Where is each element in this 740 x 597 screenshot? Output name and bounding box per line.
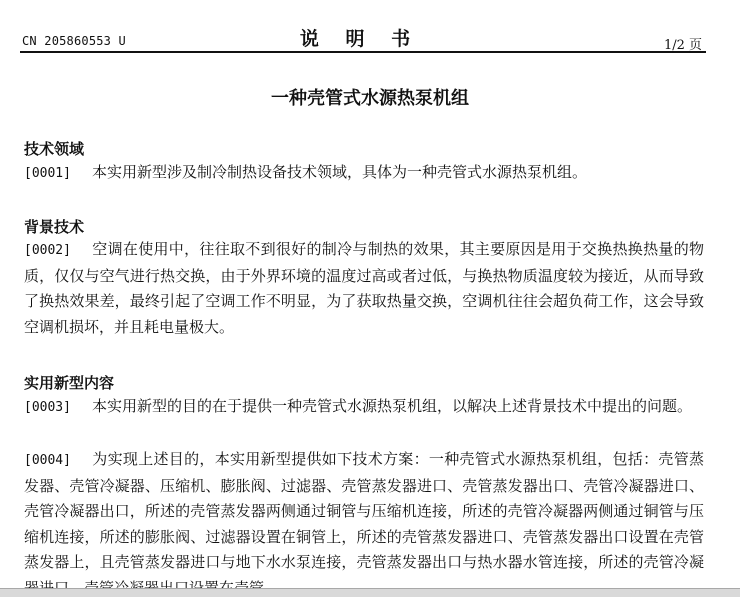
document-title: 一种壳管式水源热泵机组 bbox=[271, 88, 469, 109]
paragraph-number: [0003] bbox=[24, 400, 71, 415]
paragraph-number: [0004] bbox=[24, 453, 71, 468]
taskbar-strip bbox=[0, 588, 740, 597]
page-indicator: 1/2 页 bbox=[663, 38, 702, 53]
section-heading-utility-content: 实用新型内容 bbox=[24, 374, 115, 392]
section-heading-background: 背景技术 bbox=[24, 218, 85, 236]
paragraph-number: [0001] bbox=[24, 166, 71, 181]
section-heading-technical-field: 技术领域 bbox=[24, 140, 85, 158]
patent-number: CN 205860553 U bbox=[22, 34, 126, 48]
paragraph-0004 bbox=[24, 447, 704, 597]
header-rule bbox=[20, 51, 706, 53]
paragraph-0001 bbox=[24, 160, 704, 187]
paragraph-0003 bbox=[24, 394, 704, 421]
document-type: 说 明 书 bbox=[299, 28, 421, 50]
paragraph-number: [0002] bbox=[24, 243, 71, 258]
paragraph-text: 空调在使用中，往往取不到很好的制冷与制热的效果，其主要原因是用于交换热换热量的物质，仅仅与空气进行热交换，由于外界环境的温度过高或者过低，与换热物质温度较为接近，从而导致了换热效果差，最终引起了空调工作不明显，为了获取热量交换，空调机往往会超负荷工作，这会导致空调机损坏，并且耗电量极大。 bbox=[24, 240, 704, 336]
paragraph-text: 为实现上述目的，本实用新型提供如下技术方案：一种壳管式水源热泵机组，包括：壳管蒸发器、壳管冷凝器、压缩机、膨胀阀、过滤器、壳管蒸发器进口、壳管蒸发器出口、壳管冷凝器进口、壳管冷凝器出口，所述的壳管蒸发器两侧通过铜管与压缩机连接，所述的壳管冷凝器两侧通过铜管与压缩机连接，所述的膨胀阀、过滤器设置在铜管上，所述的壳管蒸发器进口、壳管蒸发器出口设置在壳管蒸发器上，且壳管蒸发器进口与地下水水泵连接，壳管蒸发器出口与热水器水管连接，所述的壳管冷凝 bbox=[24, 450, 704, 572]
paragraph-text: 本实用新型涉及制冷制热设备技术领域，具体为一种壳管式水源热泵机组。 bbox=[92, 163, 588, 181]
paragraph-text: 本实用新型的目的在于提供一种壳管式水源热泵机组，以解决上述背景技术中提出的问题。 bbox=[92, 397, 693, 415]
paragraph-0002 bbox=[24, 237, 704, 340]
